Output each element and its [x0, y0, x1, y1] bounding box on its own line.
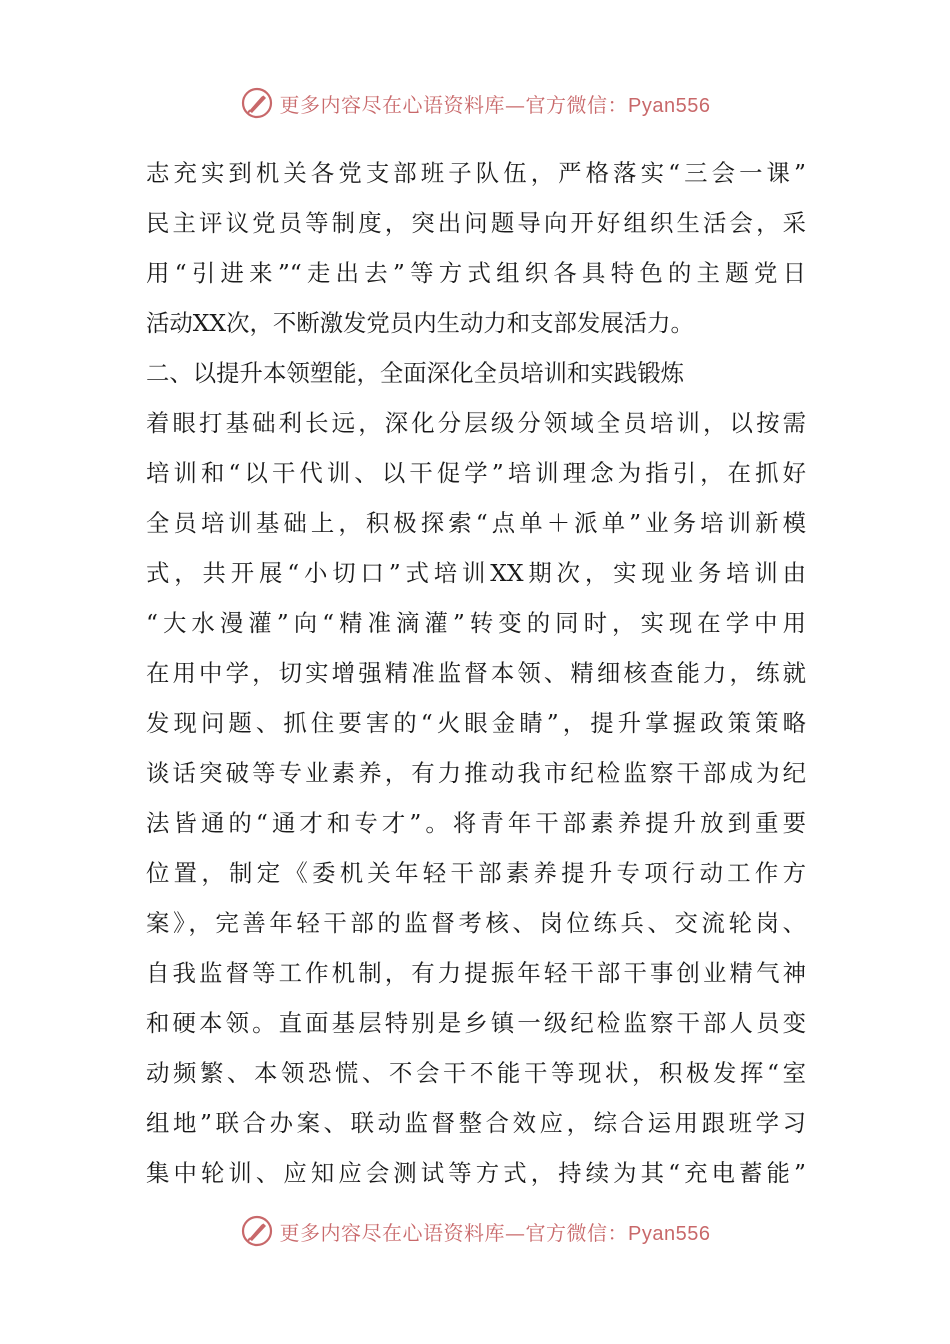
paragraph-line: 和硬本领。直面基层特别是乡镇一级纪检监察干部人员变	[146, 1009, 806, 1037]
watermark-site-text: 更多内容尽在心语资料库—官方微信：	[279, 92, 629, 117]
paragraph-line: 着眼打基础利长远，深化分层级分领域全员培训，以按需	[146, 409, 806, 437]
paragraph-line: 案》，完善年轻干部的监督考核、岗位练兵、交流轮岗、	[146, 909, 806, 937]
document-body	[146, 148, 806, 1198]
watermark-wechat-id: Pyan556	[628, 94, 711, 117]
paragraph-line: 民主评议党员等制度，突出问题导向开好组织生活会，采	[146, 209, 806, 237]
watermark-wechat-id: Pyan556	[628, 1222, 711, 1245]
paragraph-line: 谈话突破等专业素养，有力推动我市纪检监察干部成为纪	[146, 759, 806, 787]
watermark-footer	[0, 1211, 950, 1251]
paragraph-line: 活动XX次，不断激发党员内生动力和支部发展活力。	[146, 309, 694, 337]
quill-logo-icon	[240, 86, 274, 120]
paragraph-line: 动频繁、本领恐慌、不会干不能干等现状，积极发挥“室	[146, 1059, 806, 1087]
paragraph-line: 组地”联合办案、联动监督整合效应，综合运用跟班学习	[146, 1109, 806, 1137]
watermark-site-text: 更多内容尽在心语资料库—官方微信：	[279, 1220, 629, 1245]
paragraph-line: 自我监督等工作机制，有力提振年轻干部干事创业精气神	[146, 959, 806, 987]
paragraph-line: 集中轮训、应知应会测试等方式，持续为其“充电蓄能”	[146, 1159, 806, 1187]
paragraph-line: “大水漫灌”向“精准滴灌”转变的同时，实现在学中用	[146, 609, 806, 637]
paragraph-line: 用“引进来”“走出去”等方式组织各具特色的主题党日	[146, 259, 806, 287]
paragraph-line: 式，共开展“小切口”式培训XX期次，实现业务培训由	[146, 559, 806, 587]
paragraph-line: 志充实到机关各党支部班子队伍，严格落实“三会一课”	[146, 159, 806, 187]
watermark-text	[280, 1217, 711, 1246]
paragraph-line: 位置，制定《委机关年轻干部素养提升专项行动工作方	[146, 859, 806, 887]
paragraph-line: 发现问题、抓住要害的“火眼金睛”，提升掌握政策策略	[146, 709, 806, 737]
paragraph-line: 在用中学，切实增强精准监督本领、精细核查能力，练就	[146, 659, 806, 687]
section-heading: 二、以提升本领塑能，全面深化全员培训和实践锻炼	[146, 359, 684, 387]
paragraph-line: 法皆通的“通才和专才”。将青年干部素养提升放到重要	[146, 809, 806, 837]
watermark-text	[280, 89, 711, 118]
quill-logo-icon	[240, 1214, 274, 1248]
paragraph-line: 培训和“以干代训、以干促学”培训理念为指引，在抓好	[146, 459, 806, 487]
paragraph-line: 全员培训基础上，积极探索“点单＋派单”业务培训新模	[146, 509, 806, 537]
watermark-header	[0, 83, 950, 123]
